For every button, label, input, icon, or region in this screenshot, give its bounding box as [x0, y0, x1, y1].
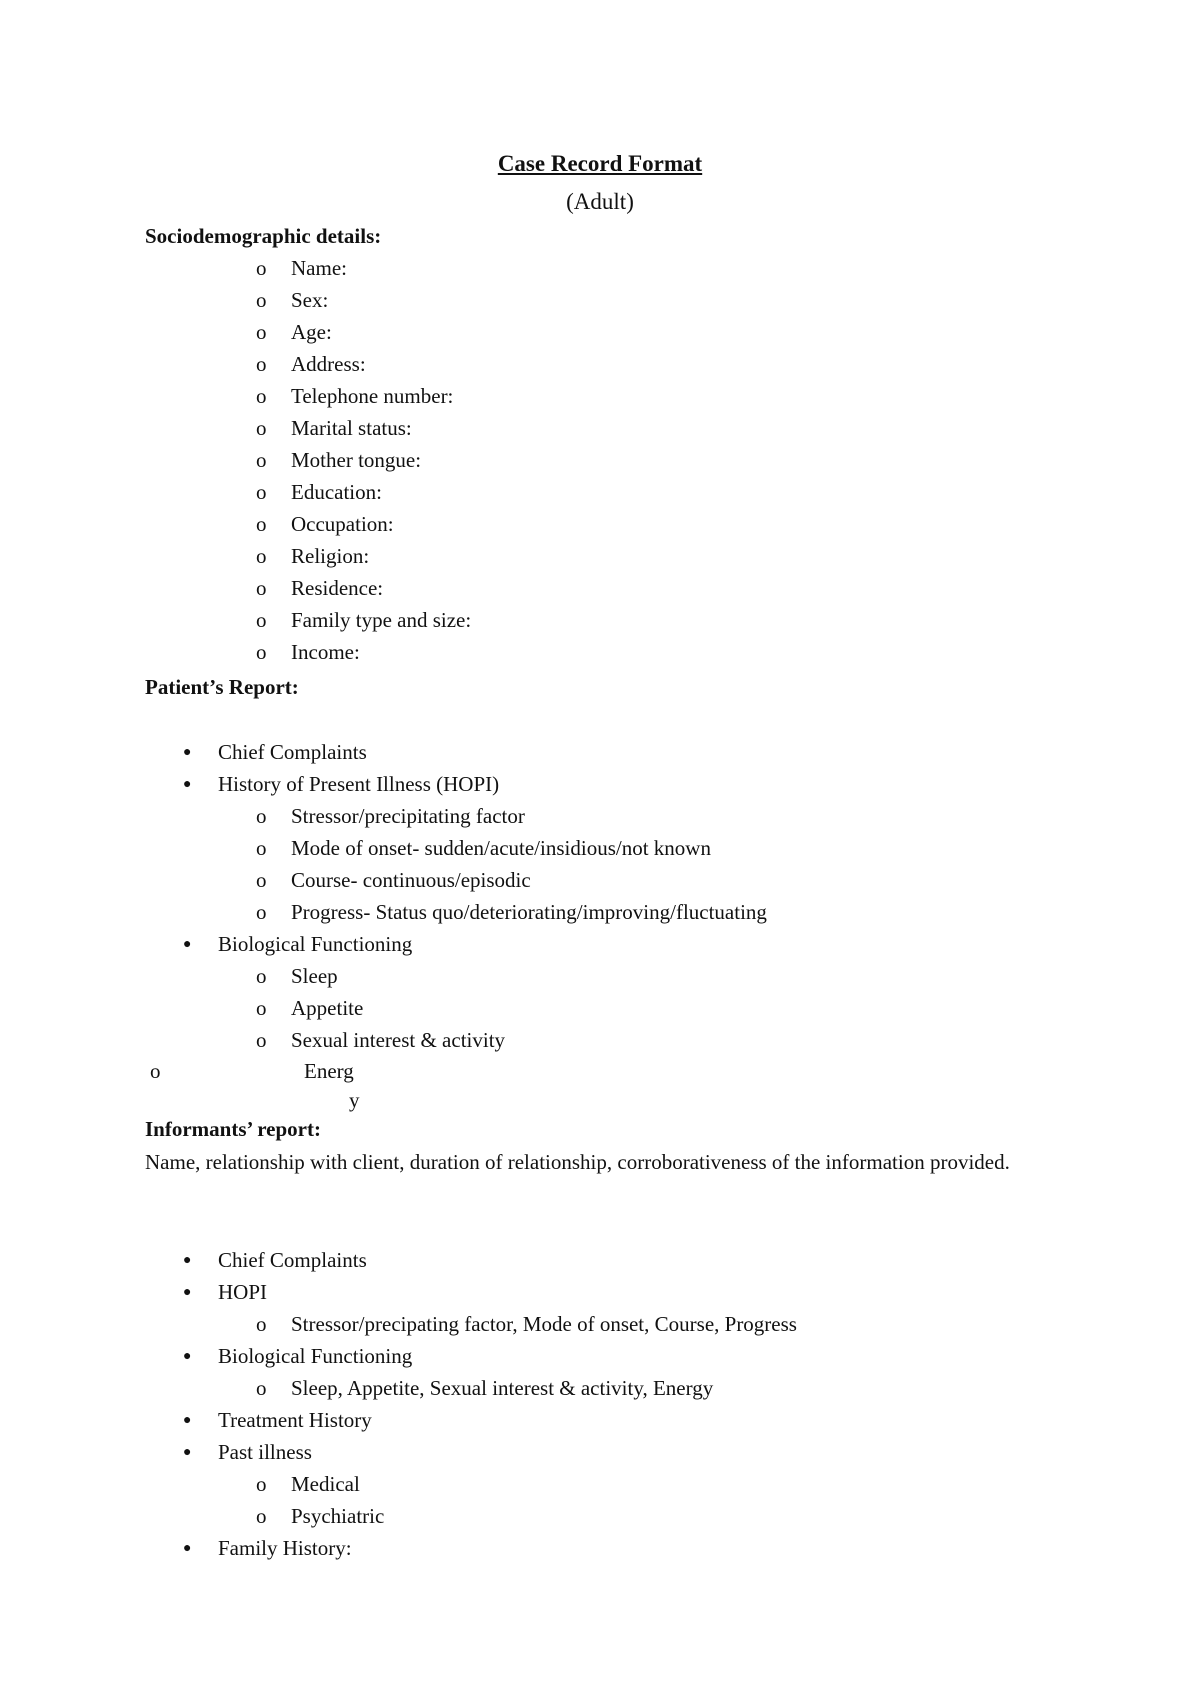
hopi-item: Course- continuous/episodic [291, 868, 531, 892]
bullet-icon: ● [183, 777, 192, 792]
socio-field: Mother tongue: [291, 448, 422, 472]
socio-field: Age: [291, 320, 332, 344]
informants-bio-sub: Sleep, Appetite, Sexual interest & activity, Energy [291, 1376, 714, 1400]
circle-bullet-icon: o [256, 640, 267, 664]
circle-bullet-icon: o [256, 964, 267, 988]
circle-bullet-icon: o [256, 448, 267, 472]
bio-item: Appetite [291, 996, 364, 1020]
informants-chief-complaints: Chief Complaints [218, 1248, 367, 1272]
bullet-icon: ● [183, 1285, 192, 1300]
patient-biological-functioning: Biological Functioning [218, 932, 413, 956]
bullet-icon: ● [183, 1413, 192, 1428]
informants-family-history: Family History: [218, 1536, 352, 1560]
circle-bullet-icon: o [256, 836, 267, 860]
circle-bullet-icon: o [256, 256, 267, 280]
patient-hopi: History of Present Illness (HOPI) [218, 772, 500, 796]
circle-bullet-icon: o [256, 1028, 267, 1052]
circle-bullet-icon: o [256, 512, 267, 536]
circle-bullet-icon: o [256, 608, 267, 632]
circle-bullet-icon: o [256, 480, 267, 504]
circle-bullet-icon: o [256, 1312, 267, 1336]
socio-field: Family type and size: [291, 608, 472, 632]
socio-field: Marital status: [291, 416, 412, 440]
patient-energy-part2: y [349, 1088, 360, 1112]
hopi-item: Stressor/precipitating factor [291, 804, 525, 828]
patient-report-heading: Patient’s Report: [145, 675, 299, 699]
past-illness-item: Psychiatric [291, 1504, 385, 1528]
circle-bullet-icon: o [256, 900, 267, 924]
socio-heading: Sociodemographic details: [145, 224, 382, 248]
circle-bullet-icon: o [256, 576, 267, 600]
bullet-icon: ● [183, 1541, 192, 1556]
document-subtitle: (Adult) [566, 189, 634, 214]
socio-field: Address: [291, 352, 366, 376]
bullet-icon: ● [183, 1349, 192, 1364]
document-title: Case Record Format [497, 151, 703, 176]
informants-hopi-sub: Stressor/precipating factor, Mode of onset, Course, Progress [291, 1312, 797, 1336]
socio-field: Sex: [291, 288, 329, 312]
bullet-icon: ● [183, 1253, 192, 1268]
informants-description: Name, relationship with client, duration of relationship, corroborativeness of the information provided. [145, 1150, 1010, 1174]
circle-bullet-icon: o [256, 1472, 267, 1496]
circle-bullet-icon: o [256, 416, 267, 440]
socio-field: Religion: [291, 544, 370, 568]
circle-bullet-icon: o [256, 352, 267, 376]
patient-chief-complaints: Chief Complaints [218, 740, 367, 764]
informants-biological-functioning: Biological Functioning [218, 1344, 413, 1368]
informants-past-illness: Past illness [218, 1440, 312, 1464]
hopi-item: Mode of onset- sudden/acute/insidious/not known [291, 836, 711, 860]
bullet-icon: ● [183, 1445, 192, 1460]
bio-item: Sleep [291, 964, 338, 988]
circle-bullet-icon: o [256, 804, 267, 828]
bio-item: Sexual interest & activity [291, 1028, 506, 1052]
informants-treatment-history: Treatment History [218, 1408, 372, 1432]
circle-bullet-icon: o [256, 320, 267, 344]
bullet-icon: ● [183, 745, 192, 760]
circle-bullet-icon: o [256, 544, 267, 568]
socio-field: Name: [291, 256, 347, 280]
informants-hopi: HOPI [218, 1280, 268, 1304]
circle-bullet-icon: o [256, 868, 267, 892]
patient-energy-part1: Energ [304, 1059, 354, 1083]
circle-bullet-icon: o [256, 384, 267, 408]
socio-field: Residence: [291, 576, 384, 600]
past-illness-item: Medical [291, 1472, 360, 1496]
socio-field: Occupation: [291, 512, 394, 536]
socio-field: Telephone number: [291, 384, 454, 408]
circle-bullet-icon: o [256, 1376, 267, 1400]
socio-field: Income: [291, 640, 360, 664]
hopi-item: Progress- Status quo/deteriorating/improving/fluctuating [291, 900, 767, 924]
bullet-icon: ● [183, 937, 192, 952]
circle-bullet-icon: o [256, 1504, 267, 1528]
circle-bullet-icon: o [256, 288, 267, 312]
circle-bullet-icon: o [256, 996, 267, 1020]
informants-heading: Informants’ report: [145, 1117, 321, 1141]
socio-field: Education: [291, 480, 382, 504]
circle-bullet-icon: o [150, 1059, 161, 1083]
